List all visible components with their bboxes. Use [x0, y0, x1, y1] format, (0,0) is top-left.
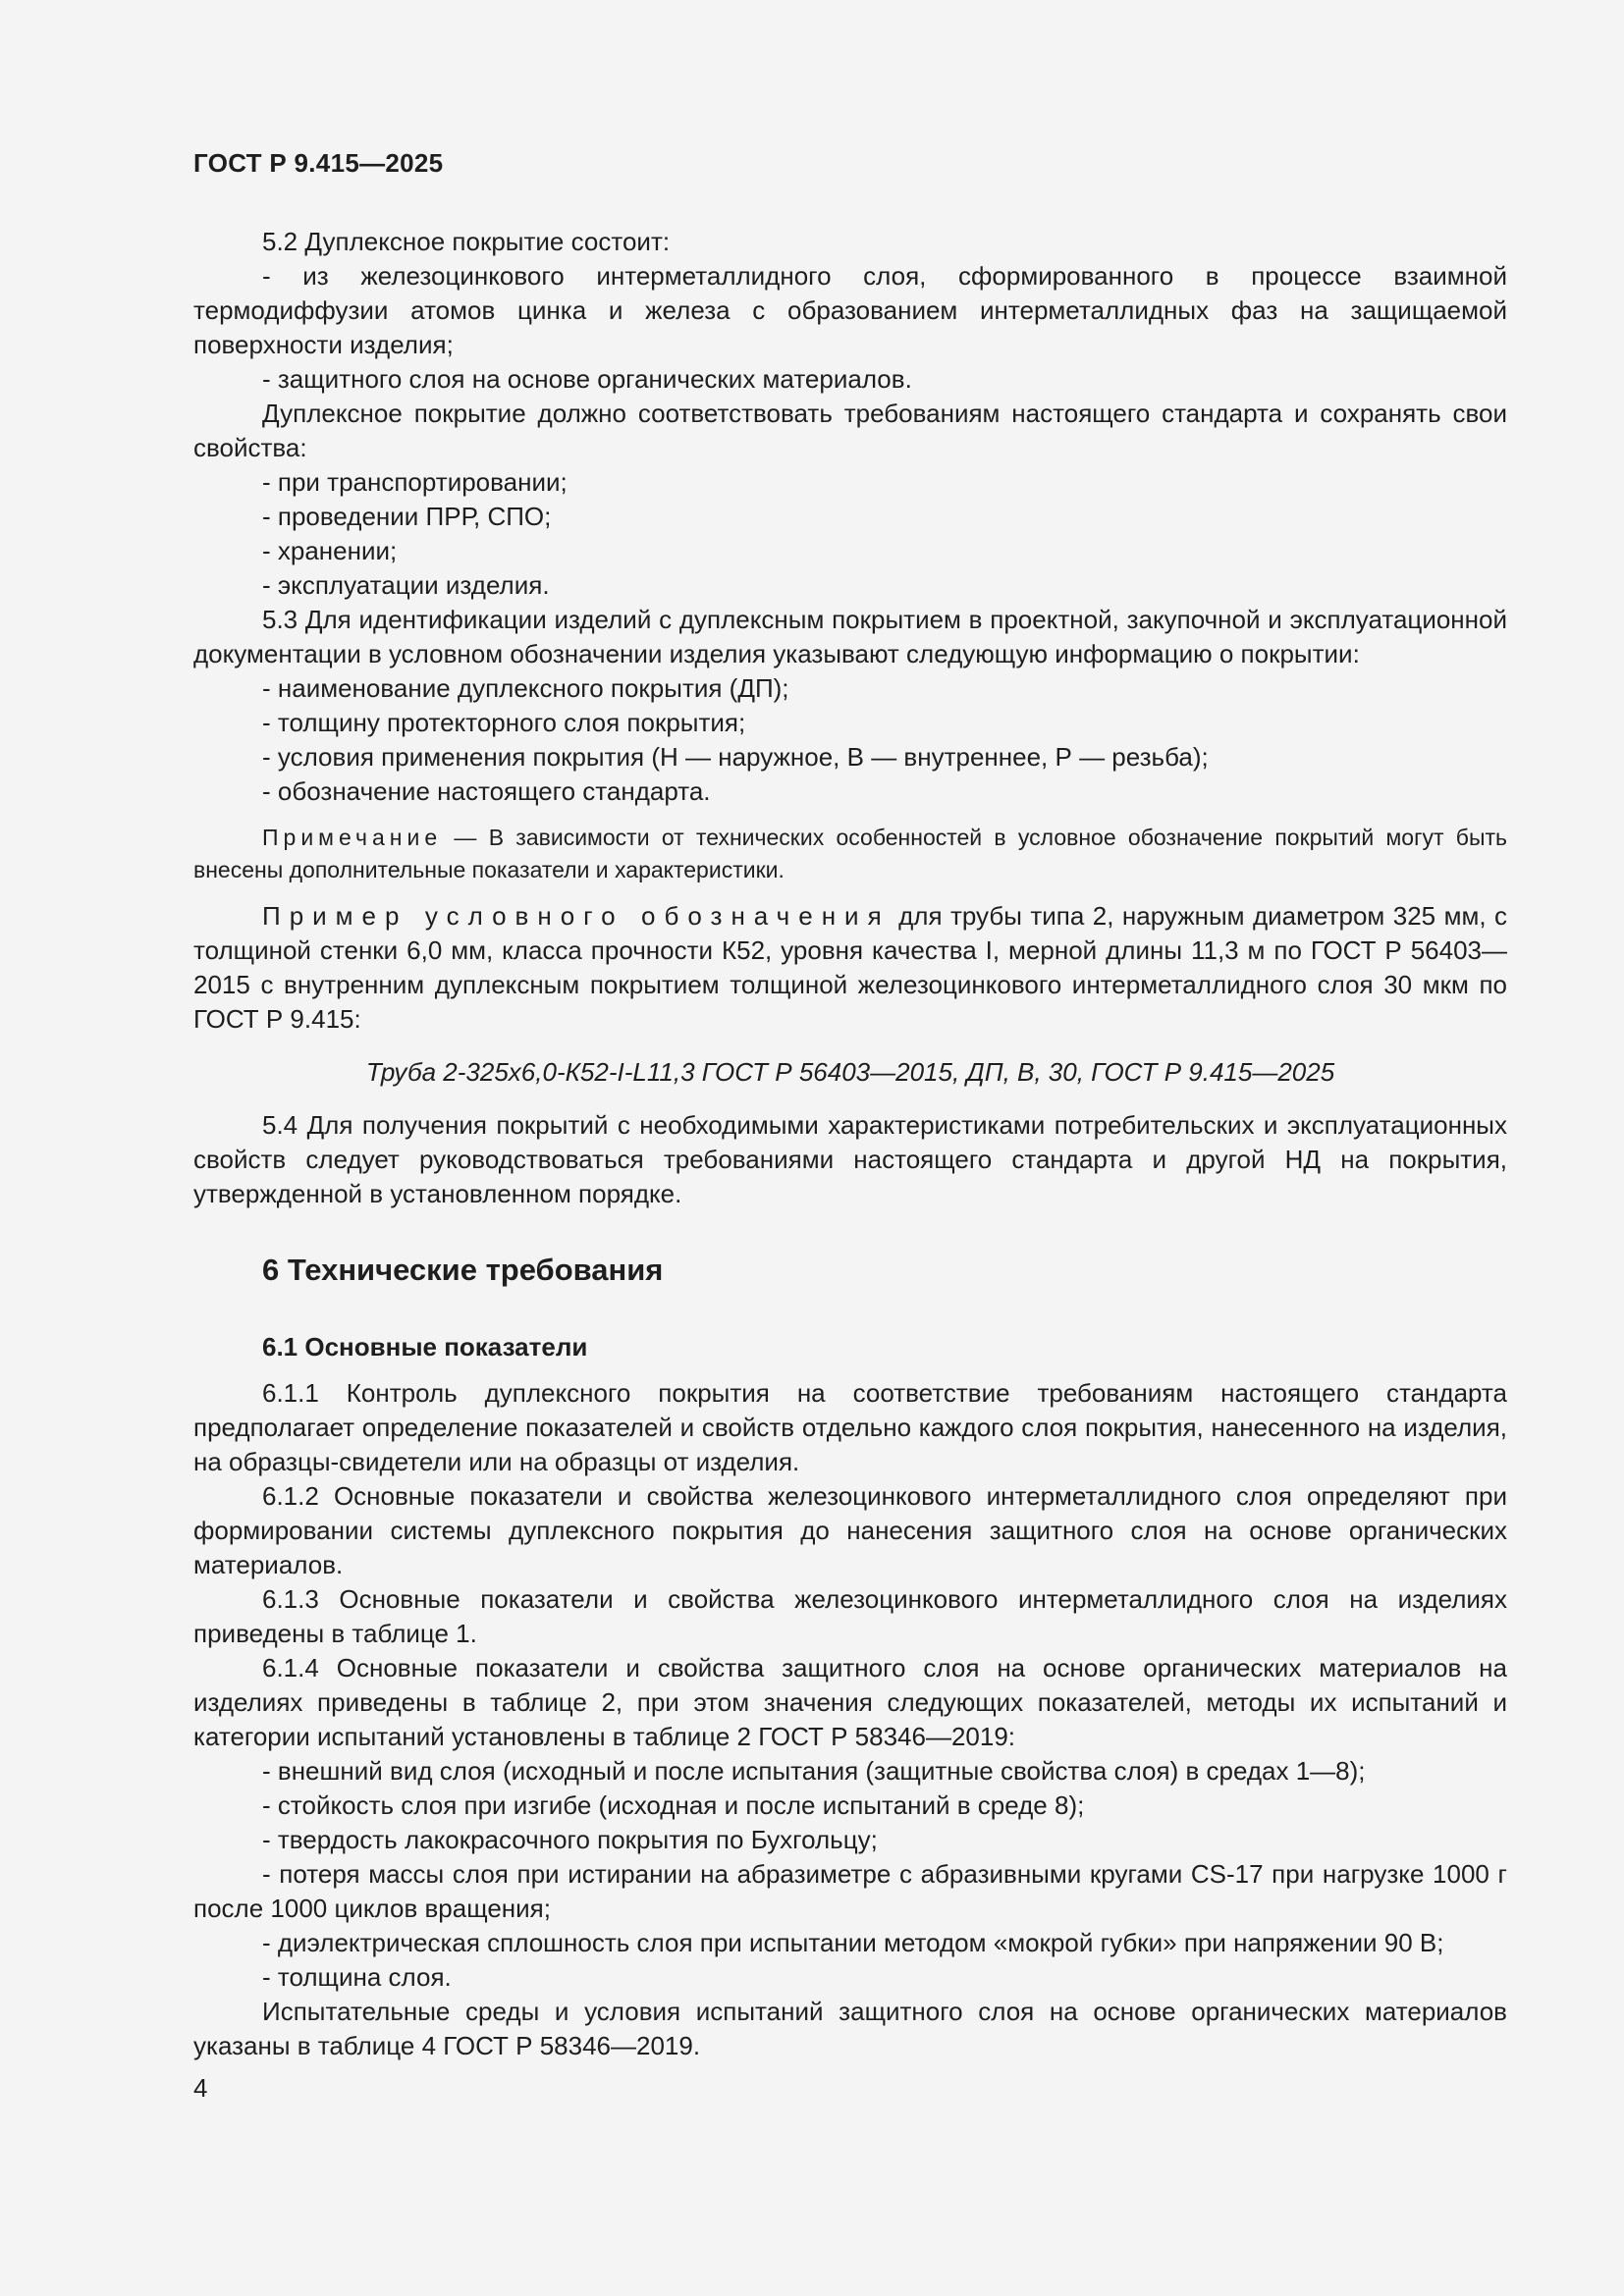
note-text: — В зависимости от технических особенностей в условное обозначение покрытий могут быть внесены дополнительные показатели и характеристики.: [193, 825, 1507, 882]
note-paragraph: [193, 822, 1507, 886]
list-item: - толщину протекторного слоя покрытия;: [262, 708, 746, 737]
list-item: - проведении ПРР, СПО;: [262, 502, 552, 531]
example-designation: Труба 2-325х6,0-К52-I-L11,3 ГОСТ Р 56403—2015, ДП, В, 30, ГОСТ Р 9.415—2025: [365, 1057, 1335, 1087]
list-item: - при транспортировании;: [262, 467, 568, 497]
clause-5-3-intro: 5.3 Для идентификации изделий с дуплексным покрытием в проектной, закупочной и эксплуатационной документации в условном обозначении изделия указывают следующую информацию о покрытии:: [193, 605, 1507, 668]
list-item: - хранении;: [262, 536, 398, 565]
list-item: - стойкость слоя при изгибе (исходная и после испытаний в среде 8);: [262, 1790, 1085, 1820]
list-item: - диэлектрическая сплошность слоя при испытании методом «мокрой губки» при напряжении 90 В;: [262, 1928, 1444, 1957]
clause-5-2-item-2: - защитного слоя на основе органических материалов.: [262, 364, 912, 394]
list-item: - наименование дуплексного покрытия (ДП);: [262, 673, 789, 703]
section-6-heading: 6 Технические требования: [262, 1253, 664, 1287]
list-item: - условия применения покрытия (Н — наружное, В — внутреннее, Р — резьба);: [262, 742, 1209, 772]
subsection-6-1-heading: 6.1 Основные показатели: [262, 1332, 588, 1362]
clause-6-1-3: 6.1.3 Основные показатели и свойства железоцинкового интерметаллидного слоя на изделиях приведены в таблице 1.: [193, 1584, 1507, 1648]
list-item: - потеря массы слоя при истирании на абразиметре с абразивными кругами CS-17 при нагрузке 1000 г после 1000 циклов вращения;: [193, 1859, 1507, 1923]
clause-5-4: 5.4 Для получения покрытий с необходимыми характеристиками потребительских и эксплуатационных свойств следует руководствоваться требованиями настоящего стандарта и другой НД на покрытия, утвержденной в установленном порядке.: [193, 1110, 1507, 1208]
clause-6-1-4-environments: Испытательные среды и условия испытаний защитного слоя на основе органических материалов указаны в таблице 4 ГОСТ Р 58346—2019.: [193, 1997, 1507, 2060]
list-item: - толщина слоя.: [262, 1962, 452, 1992]
list-item: - твердость лакокрасочного покрытия по Бухгольцу;: [262, 1825, 878, 1854]
clause-5-2-intro: 5.2 Дуплексное покрытие состоит:: [262, 227, 671, 256]
clause-6-1-2: 6.1.2 Основные показатели и свойства железоцинкового интерметаллидного слоя определяют при формировании системы дуплексного покрытия до нанесения защитного слоя на основе органических материалов.: [193, 1481, 1507, 1579]
document-header: ГОСТ Р 9.415—2025: [193, 148, 444, 178]
list-item: - внешний вид слоя (исходный и после испытания (защитные свойства слоя) в средах 1—8);: [262, 1756, 1366, 1786]
clause-6-1-1: 6.1.1 Контроль дуплексного покрытия на соответствие требованиям настоящего стандарта предполагает определение показателей и свойств отдельно каждого слоя покрытия, нанесенного на изделия, на образцы-свидетели или на образцы от изделия.: [193, 1378, 1507, 1476]
list-item: - обозначение настоящего стандарта.: [262, 776, 711, 806]
example-paragraph: [193, 899, 1507, 1037]
clause-6-1-4: 6.1.4 Основные показатели и свойства защитного слоя на основе органических материалов на изделиях приведены в таблице 2, при этом значения следующих показателей, методы их испытаний и категории испытаний установлены в таблице 2 ГОСТ Р 58346—2019:: [193, 1653, 1507, 1751]
example-text: для трубы типа 2, наружным диаметром 325 мм, с толщиной стенки 6,0 мм, класса прочности К52, уровня качества I, мерной длины 11,3 м по ГОСТ Р 56403—2015 с внутренним дуплексным покрытием толщиной железоцинкового интерметаллидного слоя 30 мкм по ГОСТ Р 9.415:: [193, 901, 1507, 1034]
example-label: Пример условного обозначения: [262, 901, 891, 931]
clause-5-2-item-1: - из железоцинкового интерметаллидного слоя, сформированного в процессе взаимной термодиффузии атомов цинка и железа с образованием интерметаллидных фаз на защищаемой поверхности изделия;: [193, 261, 1507, 359]
note-label: Примечание: [262, 825, 443, 850]
page-number: 4: [193, 2073, 208, 2103]
list-item: - эксплуатации изделия.: [262, 570, 550, 600]
document-body: [193, 225, 1507, 2063]
clause-5-2-requirement: Дуплексное покрытие должно соответствовать требованиям настоящего стандарта и сохранять свои свойства:: [193, 399, 1507, 462]
